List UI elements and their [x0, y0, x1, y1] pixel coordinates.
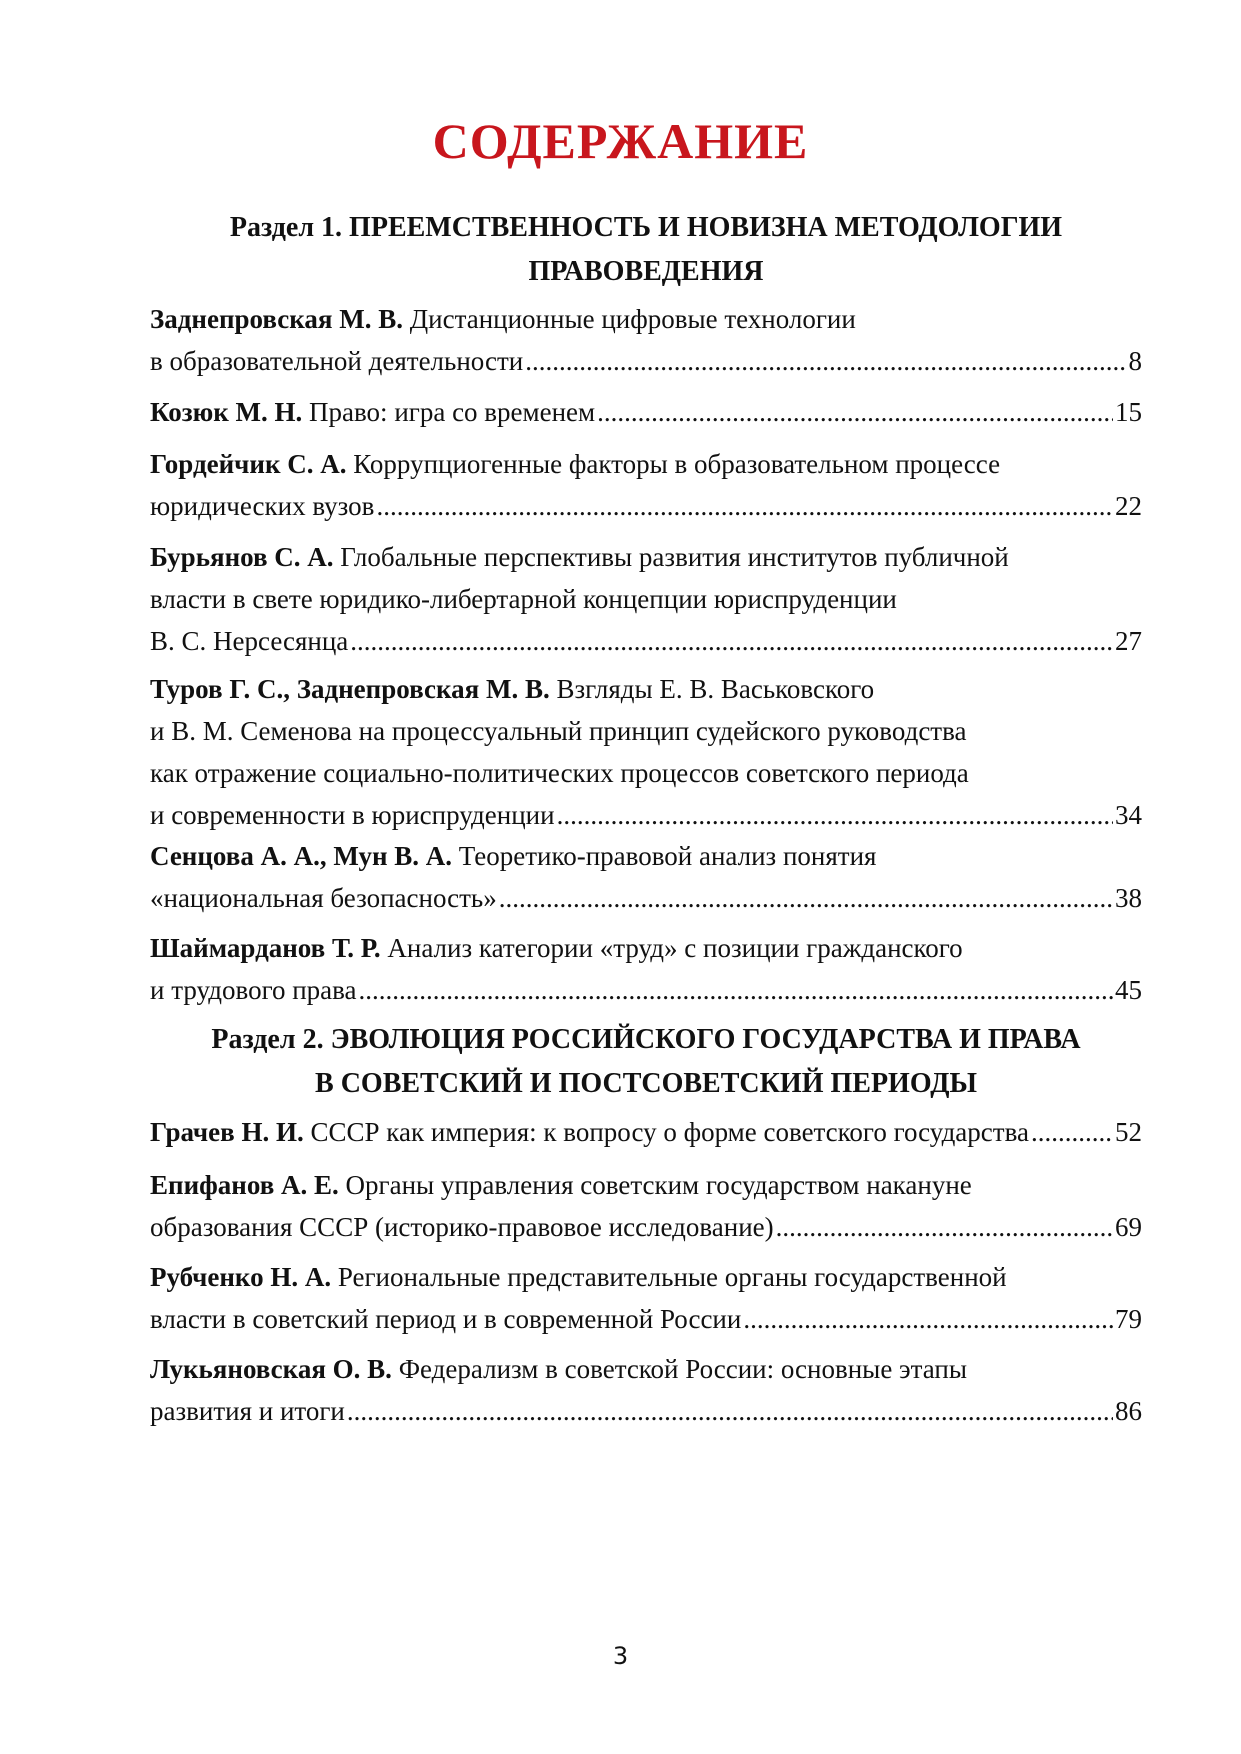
page-number: 3 — [612, 1642, 629, 1670]
toc-entry[interactable] — [150, 668, 1142, 836]
entry-page-number: 15 — [1115, 397, 1142, 427]
entry-page-number: 79 — [1115, 1304, 1142, 1334]
dot-leader — [597, 391, 1113, 433]
dot-leader — [776, 1206, 1113, 1248]
entry-authors: Шаймарданов Т. Р. — [150, 933, 381, 963]
toc-entry[interactable] — [150, 1111, 1142, 1153]
entry-title-line: образования СССР (историко-правовое исследование) — [150, 1212, 774, 1242]
dot-leader — [557, 794, 1113, 836]
toc-entry[interactable] — [150, 536, 1142, 662]
entry-page-number: 86 — [1115, 1396, 1142, 1426]
entry-title-line: Теоретико-правовой анализ понятия — [458, 841, 877, 871]
dot-leader — [1031, 1111, 1113, 1153]
section-heading-line: Раздел 2. ЭВОЛЮЦИЯ РОССИЙСКОГО ГОСУДАРСТВА И ПРАВА — [211, 1024, 1081, 1055]
dot-leader — [359, 969, 1113, 1011]
entry-title-line: Глобальные перспективы развития институтов публичной — [340, 542, 1009, 572]
entry-authors: Лукьяновская О. В. — [150, 1354, 392, 1384]
dot-leader — [350, 620, 1113, 662]
entry-page-number: 38 — [1115, 883, 1142, 913]
entry-title-line: В. С. Нерсесянца — [150, 626, 349, 656]
entry-title-line: и современности в юриспруденции — [150, 800, 555, 830]
dot-leader — [499, 877, 1113, 919]
dot-leader — [525, 340, 1126, 382]
entry-title-line: юридических вузов — [150, 491, 375, 521]
page-title: СОДЕРЖАНИЕ — [432, 113, 809, 169]
entry-page-number: 22 — [1115, 491, 1142, 521]
entry-title-line: Дистанционные цифровые технологии — [409, 304, 856, 334]
entry-title-line: Коррупциогенные факторы в образовательном процессе — [353, 449, 1001, 479]
entry-title-line: Анализ категории «труд» с позиции гражданского — [387, 933, 963, 963]
entry-title-line: и трудового права — [150, 975, 357, 1005]
entry-title-line: власти в свете юридико-либертарной концепции юриспруденции — [150, 584, 897, 614]
entry-title-line: Региональные представительные органы государственной — [337, 1262, 1007, 1292]
entry-authors: Рубченко Н. А. — [150, 1262, 332, 1292]
toc-entry[interactable] — [150, 391, 1142, 433]
entry-page-number: 69 — [1115, 1212, 1142, 1242]
entry-page-number: 27 — [1115, 626, 1142, 656]
toc-entry[interactable] — [150, 443, 1142, 527]
entry-authors: Козюк М. Н. — [150, 397, 303, 427]
dot-leader — [743, 1298, 1113, 1340]
entry-title-line: как отражение социально-политических процессов советского периода — [150, 758, 969, 788]
entry-title-line: СССР как империя: к вопросу о форме советского государства — [310, 1117, 1029, 1147]
entry-authors: Епифанов А. Е. — [150, 1170, 339, 1200]
section-heading-line: Раздел 1. ПРЕЕМСТВЕННОСТЬ И НОВИЗНА МЕТОДОЛОГИИ — [229, 212, 1063, 243]
toc-entry[interactable] — [150, 835, 1142, 919]
entry-title-line: развития и итоги — [150, 1396, 345, 1426]
entry-authors: Гордейчик С. А. — [150, 449, 347, 479]
entry-title-line: и В. М. Семенова на процессуальный принцип судейского руководства — [150, 716, 967, 746]
toc-entry[interactable] — [150, 298, 1142, 382]
entry-page-number: 8 — [1128, 346, 1142, 376]
entry-title-line: Федерализм в советской России: основные этапы — [398, 1354, 967, 1384]
entry-title-line: Органы управления советским государством накануне — [345, 1170, 972, 1200]
entry-authors: Грачев Н. И. — [150, 1117, 304, 1147]
dot-leader — [347, 1390, 1113, 1432]
entry-title-line: «национальная безопасность» — [150, 883, 497, 913]
entry-authors: Туров Г. С., Заднепровская М. В. — [150, 674, 550, 704]
section-heading-line: В СОВЕТСКИЙ И ПОСТСОВЕТСКИЙ ПЕРИОДЫ — [315, 1068, 977, 1099]
entry-page-number: 34 — [1115, 800, 1142, 830]
entry-page-number: 45 — [1115, 975, 1142, 1005]
entry-title-line: Право: игра со временем — [309, 397, 596, 427]
dot-leader — [376, 485, 1113, 527]
entry-authors: Заднепровская М. В. — [150, 304, 403, 334]
toc-entry[interactable] — [150, 1256, 1142, 1340]
entry-authors: Сенцова А. А., Мун В. А. — [150, 841, 453, 871]
section-heading — [150, 206, 1142, 294]
entry-title-line: в образовательной деятельности — [150, 346, 524, 376]
toc-entry[interactable] — [150, 1348, 1142, 1432]
entry-authors: Бурьянов С. А. — [150, 542, 334, 572]
section-heading — [150, 1018, 1142, 1106]
toc-entry[interactable] — [150, 927, 1142, 1011]
entry-title-line: власти в советский период и в современной России — [150, 1304, 742, 1334]
entry-title-line: Взгляды Е. В. Васьковского — [556, 674, 875, 704]
entry-page-number: 52 — [1115, 1117, 1142, 1147]
section-heading-line: ПРАВОВЕДЕНИЯ — [528, 256, 764, 287]
toc-entry[interactable] — [150, 1164, 1142, 1248]
